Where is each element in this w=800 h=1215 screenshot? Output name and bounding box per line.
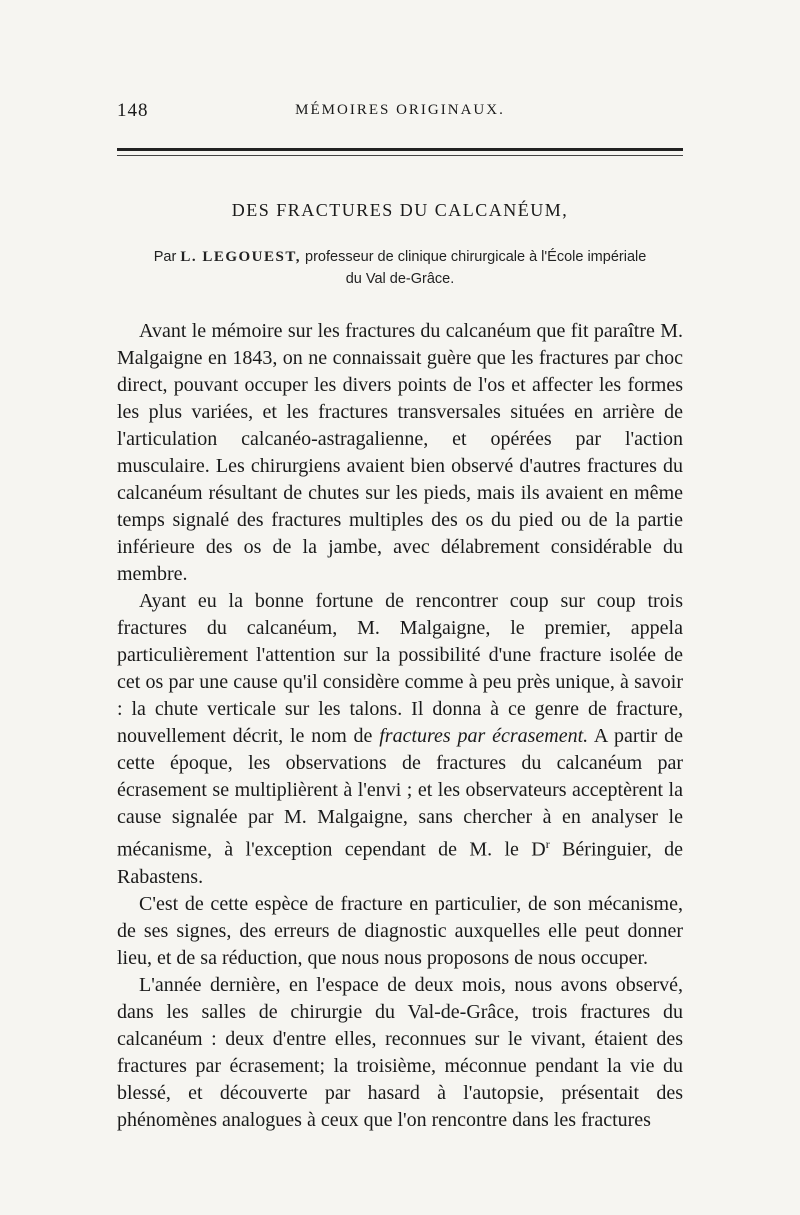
running-head xyxy=(117,100,683,126)
paragraph-2-text: Ayant eu la bonne fortune de rencontrer coup sur coup trois fractures du calcanéum, M. Malgaigne, le premier, appela particulièrement l'attention sur la possibilité d'une fracture isolée de cet os par une cause qu'il considère comme à peu près unique, à savoir : la chute verticale sur les talons. Il donna à ce genre de fracture, nouvellement décrit, le nom de xyxy=(117,590,683,747)
paragraph-2-dr: D xyxy=(531,838,546,861)
article-title: DES FRACTURES DU CALCANÉUM, xyxy=(231,200,569,220)
byline-prefix: Par xyxy=(153,249,177,265)
paragraph-3: C'est de cette espèce de fracture en particulier, de son mécanisme, de ses signes, des erreurs de diagnostic auxquelles elle peut donner lieu, et de sa réduction, que nous nous proposons de nous occuper. xyxy=(117,892,683,969)
header-rule-thin xyxy=(117,155,683,156)
header-rule-thick xyxy=(117,148,683,151)
paragraph-2-text-cont: A partir de cette époque, les observations de fractures du calcanéum par écrasement se multiplièrent à l'envi ; et les observateurs acceptèrent la cause signalée par M. Malgaigne, sans chercher à en analyser le mécanisme, à l'exception cependant de M. le xyxy=(117,725,683,861)
byline-affiliation-line1: professeur de clinique chirurgicale à l'École impériale xyxy=(305,249,647,265)
paragraph-1: Avant le mémoire sur les fractures du calcanéum que fit paraître M. Malgaigne en 1843, on ne connaissait guère que les fractures par choc direct, pouvant occuper les divers points de l'os et affecter les formes les plus variées, et les fractures transversales situées en arrière de l'articulation calcanéo-astragalienne, et opérées par l'action musculaire. Les chirurgiens avaient bien observé d'autres fractures du calcanéum résultant de chutes sur les pieds, mais ils avaient en même temps signalé des fractures multiples des os du pied ou de la partie inférieure des os de la jambe, avec délabrement considérable du membre. xyxy=(117,320,683,585)
paragraph-2-dr-sup: r xyxy=(545,837,550,851)
byline-affiliation-line2: du Val de-Grâce. xyxy=(345,271,455,287)
byline xyxy=(117,246,683,290)
paragraph-2 xyxy=(117,588,683,891)
paragraph-2-italic-term: fractures par écrasement. xyxy=(379,725,589,747)
byline-author: L. LEGOUEST, xyxy=(180,249,301,265)
running-title: MÉMOIRES ORIGINAUX. xyxy=(295,102,505,118)
article-body xyxy=(117,318,683,1134)
paragraph-2-end: Béringuier, de Rabastens. xyxy=(117,838,684,888)
paragraph-4: L'année dernière, en l'espace de deux mois, nous avons observé, dans les salles de chirurgie du Val-de-Grâce, trois fractures du calcanéum : deux d'entre elles, reconnues sur le vivant, étaient des fractures par écrasement; la troisième, méconnue pendant la vie du blessé, et découverte par hasard à l'autopsie, présentait des phénomènes analogues à ceux que l'on rencontre dans les fractures xyxy=(117,973,683,1131)
page-number: 148 xyxy=(117,100,149,121)
